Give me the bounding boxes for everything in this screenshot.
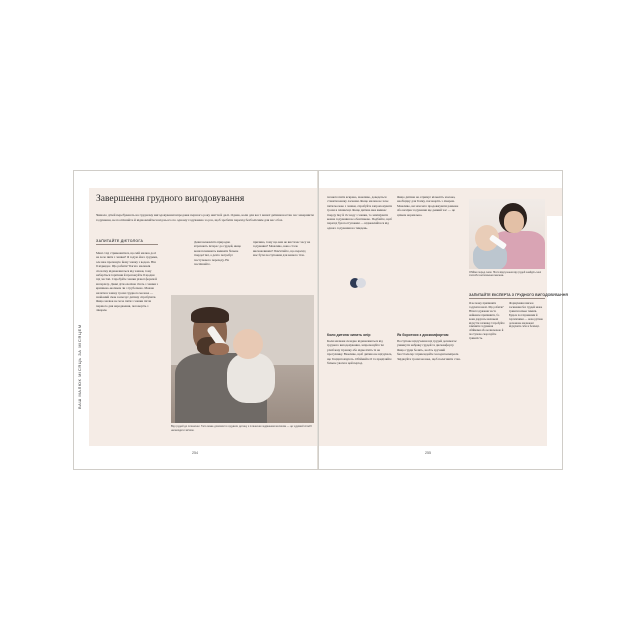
page-flip-circles [350,278,370,290]
right-column-2: Якщо дитина не отримує кількість молока, необхідну для її віку, поговоріть з лікарем. Можливо, ви захочете продовжувати ранкове або вечірнє годування ще деякий час — це цілком нормально. [397,195,459,217]
page-title: Завершення грудного вигодовування [96,194,245,204]
tip-divider [469,298,545,299]
left-column-2: Деякі немовлята природно втрачають інтерес до грудей, якщо вони починають вживати більше твердої їжі, а дехто потребує поступового переходу. Не поспішайте. [194,240,242,267]
sub-heading-resistance: Коли дитина чинить опір [327,333,371,337]
sub-heading-discomfort: Як боротися з дискомфортом [397,333,449,337]
left-page [74,171,317,469]
right-column-3: Коли малюки складно відмовляються від грудного вигодовування, запропонуйте їм улюблену іграшку або відволічіть їх на прогулянку. Важливо, щоб дитина не відчувала, що її відштовхують. Обіймайте її та приділяйте більше уваги в цей період. [327,339,393,366]
father-feeding-baby-photo [171,295,314,423]
tip-column-2: Формування звичок засинання без грудей може тривати кілька тижнів. Будьте послідовними й терплячими — нова рутина допоможе малюкові відчувати себе в безпеці. [509,302,543,329]
left-column-3: причина, тому що вам не вистачає часу на годування? Можливо, воно стало виснажливим? Пам'ятайте, що перехід має бути поступовим для вашого тіла. [253,240,311,258]
right-column-1: почнете пити яскраво, можливо, доведеться ставити кашку ласками. Якщо малюк не хоче пити молоко з чашки, спробуйте запропонувати трохи в пляшечці. Якщо дитина вже вживає тверду їжу й п'є воду з чашки, то заміщувати кожне годування не обов'язково. Подбайте, щоб перехід був поступовим — відмовляйтеся від одного годування на тиждень. [327,195,392,230]
light-circle-icon [356,278,366,288]
book-spread [74,171,568,469]
right-column-4: Поступове відлучення від грудей допомагає уникнути набряку грудей та дискомфорту. Якщо груди болять, носіть зручний бюстгальтер і прикладайте холодні компреси. Зціджуйте трохи молока, щоб полегшити стан. [397,339,461,361]
page-number: 254 [192,451,198,455]
left-column-1: Мені слід стривожитися, що мій малюк досі не хоче пити з чашки? Я годую його грудьми, але вже пропоную йому чашку з водою. Він її відкидає. Що робити? Багато малюків спочатку відмовляються від чашки, тому наберіться терпіння й пропонуйте її щодня під час їжі. Спробуйте чашки різної форми й матеріалу. Деякі діти охочіше п'ють з чашки з кришкою-носиком чи з трубочкою. Можна налити в чашку трохи грудного молока — знайомий смак заохочує дитину спробувати. Якщо малюк не хоче пити з чашки після першого дня народження, поговоріть з лікарем. [96,251,158,313]
page-number-right: 255 [425,451,431,455]
right-page [319,171,568,469]
photo-caption-right: Обійми перед сном. Після відлучення від грудей знайдіть інші способи заспокоєння малюка. [469,271,541,278]
side-label: ВАШ МАЛЮК МІСЯЦЬ ЗА МІСЯЦЕМ [77,324,82,409]
photo-caption: Від грудей до пляшечки. Тато може допомогти годувати дитину з пляшечки зцідженим молоком — це чудовий спосіб налагодити зв'язок. [171,425,312,432]
mother-and-baby-photo [469,199,545,269]
page-tab [547,188,562,216]
tip-column-1: Я не можу припинити годувати вночі. Що робити? Нічні годування часто найважче припинити, бо вони дарують малюкові відчуття затишку. Спробуйте замінити годування обіймами або колисковою й поступово скорочуйте тривалість. [469,302,505,341]
section-heading: ЗАПИТАЙТЕ ДІЄТОЛОГА [96,239,158,245]
intro-paragraph: Чимало дітей перебувають на грудному вигодовуванні впродовж першого року життя й далі. Однак, коли для вас і вашої дитини настав час завершити годування, не поспішайте й відмовляйтеся від нього по одному годуванню за раз, щоб зробити перехід безболісним для вас обох. [96,213,314,222]
expert-tip-heading: ЗАПИТАЙТЕ ЕКСПЕРТА З ГРУДНОГО ВИГОДОВУВАННЯ [469,293,568,297]
